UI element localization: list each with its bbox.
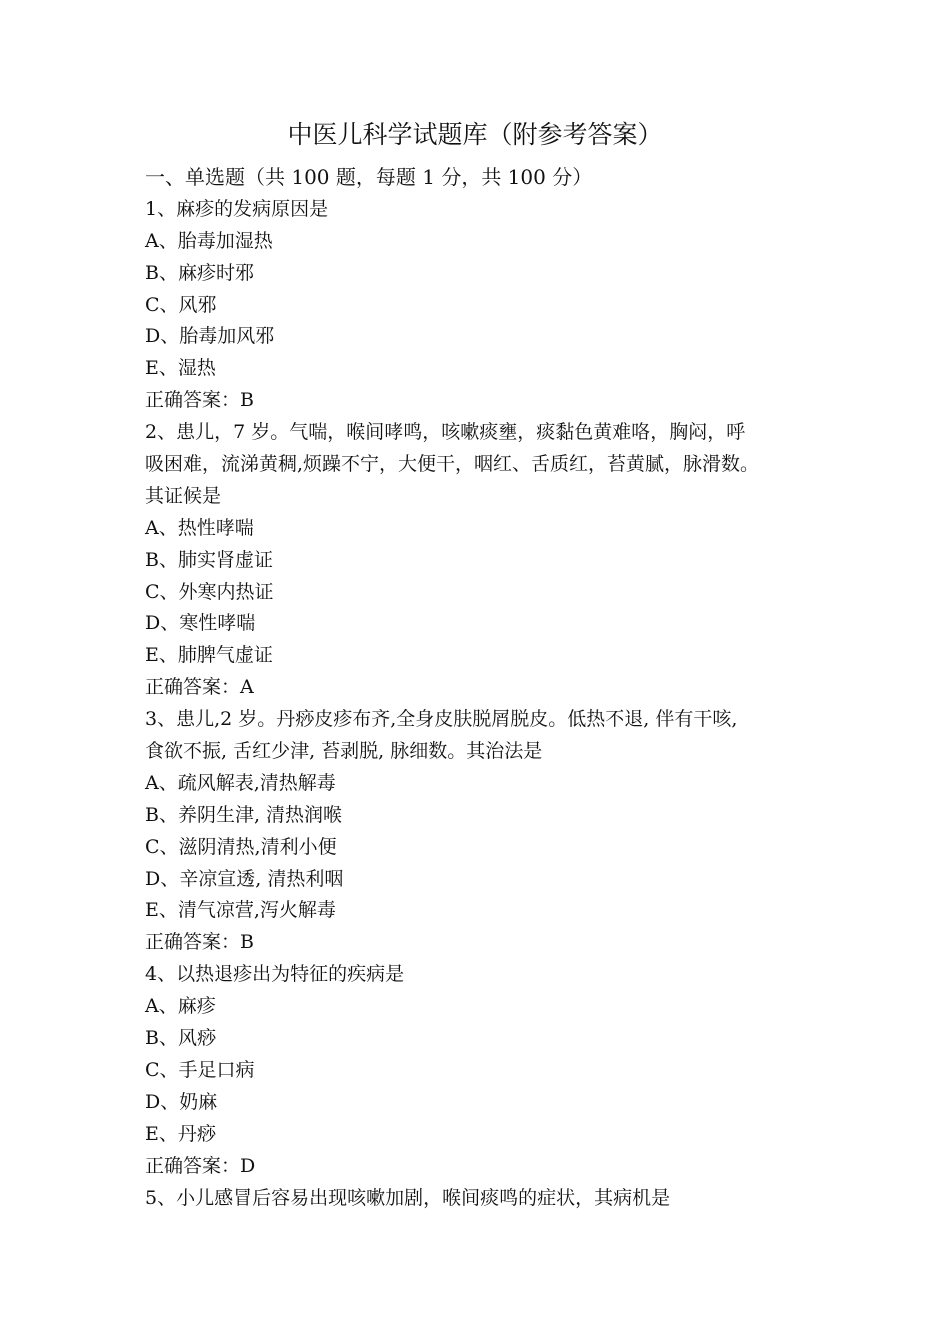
question-option: C、滋阴清热,清利小便 <box>145 835 337 858</box>
question-2 <box>145 417 835 704</box>
question-stem: 4、以热退疹出为特征的疾病是 <box>145 963 405 986</box>
question-option: A、胎毒加湿热 <box>145 229 273 252</box>
question-option: D、寒性哮喘 <box>145 612 256 635</box>
question-option: E、丹痧 <box>145 1122 216 1145</box>
question-1 <box>145 194 835 417</box>
question-answer: 正确答案：D <box>145 1154 256 1177</box>
question-4 <box>145 959 835 1182</box>
question-option: A、麻疹 <box>145 995 216 1018</box>
question-option: E、清气凉营,泻火解毒 <box>145 899 336 922</box>
question-option: B、麻疹时邪 <box>145 261 254 284</box>
question-stem: 吸困难，流涕黄稠,烦躁不宁，大便干，咽红、舌质红，苔黄腻，脉滑数。 <box>145 453 760 476</box>
question-answer: 正确答案：B <box>145 389 254 412</box>
question-option: C、手足口病 <box>145 1058 255 1081</box>
question-option: D、辛凉宣透, 清热利咽 <box>145 867 344 890</box>
question-answer: 正确答案：B <box>145 931 254 954</box>
question-option: C、外寒内热证 <box>145 580 274 603</box>
question-option: D、奶麻 <box>145 1090 218 1113</box>
question-answer: 正确答案：A <box>145 676 254 699</box>
question-option: B、肺实肾虚证 <box>145 548 273 571</box>
question-stem: 其证候是 <box>145 484 222 507</box>
question-option: B、养阴生津, 清热润喉 <box>145 803 343 826</box>
question-stem: 食欲不振, 舌红少津, 苔剥脱, 脉细数。其治法是 <box>145 740 543 763</box>
document-body <box>145 162 835 1214</box>
question-stem: 5、小儿感冒后容易出现咳嗽加剧，喉间痰鸣的症状，其病机是 <box>145 1186 671 1209</box>
question-option: E、肺脾气虚证 <box>145 644 273 667</box>
question-3 <box>145 704 835 959</box>
question-stem: 2、患儿，7 岁。气喘，喉间哮鸣，咳嗽痰壅，痰黏色黄难咯，胸闷，呼 <box>145 421 746 444</box>
question-option: A、热性哮喘 <box>145 516 254 539</box>
question-option: B、风痧 <box>145 1027 216 1050</box>
question-option: E、湿热 <box>145 357 216 380</box>
question-stem: 3、患儿,2 岁。丹痧皮疹布齐,全身皮肤脱屑脱皮。低热不退, 伴有干咳, <box>145 708 738 731</box>
document-title: 中医儿科学试题库（附参考答案） <box>287 120 663 149</box>
section-heading: 一、单选题（共 100 题，每题 1 分，共 100 分） <box>145 165 593 189</box>
question-option: C、风邪 <box>145 293 217 316</box>
question-5 <box>145 1183 835 1215</box>
question-option: D、胎毒加风邪 <box>145 325 275 348</box>
question-stem: 1、麻疹的发病原因是 <box>145 197 329 220</box>
question-option: A、疏风解表,清热解毒 <box>145 771 336 794</box>
